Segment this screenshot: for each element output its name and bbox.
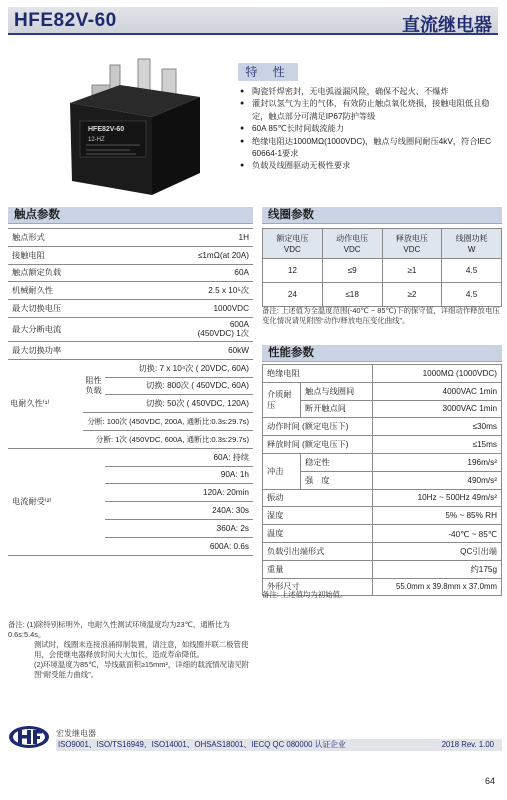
table-row [263, 418, 502, 436]
max-break-condition: (450VDC) 1次 [197, 329, 249, 339]
table-row [263, 436, 502, 454]
row-value: 490m/s² [373, 471, 502, 489]
model-title: HFE82V-60 [14, 10, 117, 31]
endurance-label: 电耐久性⁽¹⁾ [8, 359, 83, 448]
table-row [263, 525, 502, 543]
table-cell: ≤9 [322, 259, 382, 283]
table-row [8, 341, 253, 359]
feature-item: ● 负载及线圈驱动无极性要求 [240, 160, 502, 172]
coil-note: 备注: 上述值为全温度范围(-40℃ ~ 85℃)下的保守值，详细动作释放电压变化情况请见附图“动作/释放电压变化曲线”。 [262, 306, 500, 325]
feature-item: ● 绝缘电阻达1000MΩ(1000VDC)，触点与线圈间耐压4kV，符合IEC 60664-1要求 [240, 136, 502, 161]
product-label-variant: 12-HZ [88, 137, 105, 143]
row-value: 55.0mm x 39.8mm x 37.0mm [373, 578, 502, 596]
row-label: 释放时间 (额定电压下) [263, 436, 373, 454]
column-header: 动作电压 VDC [322, 229, 382, 259]
table-row [8, 448, 253, 466]
table-cell: 4.5 [442, 259, 502, 283]
row-value: 4000VAC 1min [373, 382, 502, 400]
row-value: 3000VAC 1min [373, 400, 502, 418]
feature-item: ● 灌封以氢气为主的气体，有效防止触点氧化烧损，接触电阻低且稳定，触点部分可满足IP67防护等级 [240, 98, 502, 123]
table-cell: ≥2 [382, 283, 442, 307]
row-label: 最大分断电流 [8, 317, 83, 341]
note-line: (2)环境温度为85℃，导线截面积≥15mm²，详细的载流情况请见附图“耐受能力曲线”。 [34, 660, 250, 679]
row-label: 最大切换功率 [8, 341, 83, 359]
current-row: 90A: 1h [105, 466, 253, 484]
note-line: 测试时，线圈未连接浪涌抑制装置，请注意，如线圈并联二极管使用，会使继电器释放时间大大加长，造成寿命降低。 [34, 640, 249, 659]
row-label: 绝缘电阻 [263, 365, 373, 383]
features-list [240, 86, 502, 173]
row-label: 外形尺寸 [263, 578, 373, 596]
endurance-row: 切换: 50次 ( 450VDC, 120A) [105, 395, 253, 413]
row-label: 触点形式 [8, 229, 83, 247]
performance-note: 备注: 上述值均为初始值。 [262, 590, 348, 599]
resistive-load-label: 阻性负载 [83, 359, 105, 412]
row-value: 1H [83, 229, 253, 247]
row-label: 湿度 [263, 507, 373, 525]
contact-table [8, 228, 253, 556]
table-row [8, 264, 253, 282]
table-row [263, 542, 502, 560]
current-row: 600A: 0.6s [105, 537, 253, 555]
column-header: 额定电压 VDC [263, 229, 323, 259]
features-title: 特 性 [238, 63, 298, 81]
row-label: 动作时间 (额定电压下) [263, 418, 373, 436]
table-cell: 24 [263, 283, 323, 307]
row-value: 60A [83, 264, 253, 282]
current-row: 120A: 20min [105, 484, 253, 502]
row-label: 接触电阻 [8, 246, 83, 264]
table-row [8, 317, 253, 341]
table-cell: ≥1 [382, 259, 442, 283]
endurance-row: 切换: 800次 ( 450VDC, 60A) [105, 377, 253, 395]
table-cell: ≤18 [322, 283, 382, 307]
coil-section-title: 线圈参数 [262, 207, 502, 224]
note-line: 备注: (1)除特别标明外，电耐久性测试环境温度均为23℃，通断比为0.6s:5.4s。 [8, 620, 230, 639]
row-sublabel: 断开触点间 [301, 400, 373, 418]
current-withstand-label: 电流耐受⁽²⁾ [8, 448, 105, 555]
row-value: -40℃ ~ 85℃ [373, 525, 502, 543]
hongfa-logo-icon [8, 725, 50, 749]
revision: 2018 Rev. 1.00 [441, 740, 494, 749]
row-value: 10Hz ~ 500Hz 49m/s² [373, 489, 502, 507]
performance-table [262, 364, 502, 596]
row-value: 2.5 x 10⁵次 [83, 282, 253, 300]
row-sublabel: 触点与线圈间 [301, 382, 373, 400]
current-row: 240A: 30s [105, 502, 253, 520]
page-number: 64 [484, 776, 495, 786]
endurance-row: 分断: 1次 (450VDC, 600A, 通断比:0.3s:29.7s) [83, 430, 253, 448]
footer-bar [56, 739, 502, 751]
contact-section-title: 触点参数 [8, 207, 253, 224]
table-row [8, 282, 253, 300]
row-value: 约175g [373, 560, 502, 578]
relay-product-image [40, 55, 210, 205]
table-row [263, 489, 502, 507]
table-row [263, 283, 502, 307]
coil-table [262, 228, 502, 307]
row-label: 触点额定负载 [8, 264, 83, 282]
row-value: 1000VDC [83, 300, 253, 318]
row-value: 5% ~ 85% RH [373, 507, 502, 525]
table-row [8, 229, 253, 247]
current-row: 360A: 2s [105, 519, 253, 537]
table-row [8, 246, 253, 264]
row-sublabel: 强 度 [301, 471, 373, 489]
max-break-current: 600A [229, 320, 249, 330]
row-value: 196m/s² [373, 453, 502, 471]
page-header [8, 7, 498, 35]
table-row [263, 259, 502, 283]
row-value: 1000MΩ (1000VDC) [373, 365, 502, 383]
row-sublabel: 稳定性 [301, 453, 373, 471]
table-row [8, 300, 253, 318]
row-label: 冲击 [263, 453, 301, 489]
row-value: 60kW [83, 341, 253, 359]
table-cell: 12 [263, 259, 323, 283]
row-label: 重量 [263, 560, 373, 578]
row-label: 介质耐压 [263, 382, 301, 418]
column-header: 释放电压 VDC [382, 229, 442, 259]
table-row [263, 365, 502, 383]
row-value: ≤30ms [373, 418, 502, 436]
row-value [83, 317, 253, 341]
table-row [263, 453, 502, 471]
endurance-row: 分断: 100次 (450VDC, 200A, 通断比:0.3s:29.7s) [83, 413, 253, 431]
row-label: 振动 [263, 489, 373, 507]
table-row [263, 382, 502, 400]
company-name: 宏发继电器 [56, 729, 96, 738]
product-type: 直流继电器 [402, 15, 492, 35]
table-row [263, 507, 502, 525]
endurance-row: 切换: 7 x 10⁴次 ( 20VDC, 60A) [105, 359, 253, 377]
row-value: QC引出端 [373, 542, 502, 560]
column-header: 线圈功耗 W [442, 229, 502, 259]
row-label: 最大切换电压 [8, 300, 83, 318]
contact-notes [8, 620, 253, 680]
feature-item: ● 60A 85℃长时间载流能力 [240, 123, 502, 135]
current-row: 60A: 持续 [105, 448, 253, 466]
row-label: 机械耐久性 [8, 282, 83, 300]
table-cell: 4.5 [442, 283, 502, 307]
row-value: ≤15ms [373, 436, 502, 454]
product-label-model: HFE82V-60 [88, 126, 125, 133]
row-label: 温度 [263, 525, 373, 543]
table-row [8, 359, 253, 377]
performance-section-title: 性能参数 [262, 345, 502, 362]
certifications: ISO9001、ISO/TS16949、ISO14001、OHSAS18001、IECQ QC 080000 认证企业 [58, 740, 346, 749]
feature-item: ● 陶瓷钎焊密封，无电弧溢漏风险，确保不起火、不爆炸 [240, 86, 502, 98]
table-header-row [263, 229, 502, 259]
row-label: 负载引出端形式 [263, 542, 373, 560]
row-value: ≤1mΩ(at 20A) [83, 246, 253, 264]
table-row [263, 560, 502, 578]
